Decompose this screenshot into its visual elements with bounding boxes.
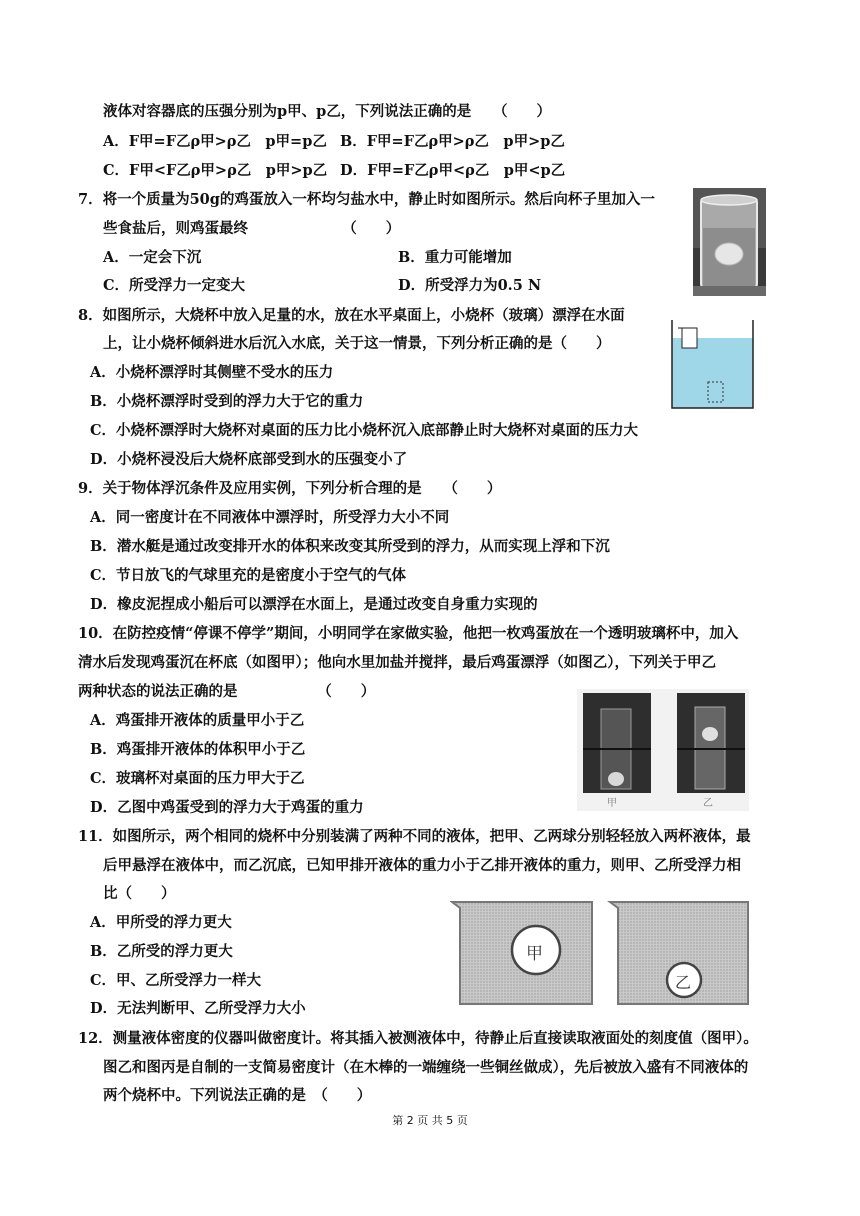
q10-figure-label-yi: 乙 (703, 798, 713, 809)
q10-stem-line3: 两种状态的说法正确的是 （ ） (78, 683, 376, 700)
q10-figure-label-jia: 甲 (607, 798, 617, 809)
q9-stem: 9．关于物体浮沉条件及应用实例，下列分析合理的是 （ ） (78, 480, 502, 497)
q12-stem-line1: 12．测量液体密度的仪器叫做密度计。将其插入被测液体中，待静止后直接读取液面处的刻度值（图甲）。 (78, 1030, 758, 1047)
q11-stem-line2: 后甲悬浮在液体中，而乙沉底，已知甲排开液体的重力小于乙排开液体的重力，则甲、乙所受浮力相 (103, 857, 741, 874)
q11-beakers-figure (450, 900, 750, 1010)
q9-option-b: B．潜水艇是通过改变排开水的体积来改变其所受到的浮力，从而实现上浮和下沉 (90, 538, 610, 555)
q11-option-c: C．甲、乙所受浮力一样大 (90, 972, 262, 989)
q11-stem-line1: 11．如图所示，两个相同的烧杯中分别装满了两种不同的液体，把甲、乙两球分别轻轻放入两杯液体，最 (78, 828, 751, 845)
q7-option-b: B．重力可能增加 (398, 249, 512, 266)
q11-option-a: A．甲所受的浮力更大 (90, 914, 232, 931)
q6-option-b: B．F甲=F乙ρ甲>ρ乙 p甲>p乙 (340, 133, 565, 150)
q10-option-c: C．玻璃杯对桌面的压力甲大于乙 (90, 770, 305, 787)
q8-option-a: A．小烧杯漂浮时其侧壁不受水的压力 (90, 364, 334, 381)
q11-ball-yi-label: 乙 (675, 973, 692, 992)
q7-option-d: D．所受浮力为0.5 N (398, 277, 542, 294)
q9-option-d: D．橡皮泥捏成小船后可以漂浮在水面上，是通过改变自身重力实现的 (90, 596, 538, 613)
q10-option-b: B．鸡蛋排开液体的体积甲小于乙 (90, 741, 306, 758)
q11-option-d: D．无法判断甲、乙所受浮力大小 (90, 1000, 306, 1017)
q7-egg-in-glass-figure (693, 188, 766, 296)
q11-option-b: B．乙所受的浮力更大 (90, 943, 233, 960)
q10-egg-photos-figure (577, 689, 749, 811)
q9-option-c: C．节日放飞的气球里充的是密度小于空气的气体 (90, 567, 407, 584)
q12-stem-line2: 图乙和图丙是自制的一支简易密度计（在木棒的一端缠绕一些铜丝做成），先后被放入盛有不同液体的 (103, 1059, 749, 1076)
q7-option-c: C．所受浮力一定变大 (103, 277, 246, 294)
q11-stem-line3: 比（ ） (103, 885, 176, 902)
q8-option-d: D．小烧杯浸没后大烧杯底部受到水的压强变小了 (90, 451, 408, 468)
q7-option-a: A．一定会下沉 (103, 249, 202, 266)
q10-option-d: D．乙图中鸡蛋受到的浮力大于鸡蛋的重力 (90, 799, 364, 816)
q8-stem-line1: 8．如图所示，大烧杯中放入足量的水，放在水平桌面上，小烧杯（玻璃）漂浮在水面 (78, 307, 625, 324)
q8-option-c: C．小烧杯漂浮时大烧杯对桌面的压力比小烧杯沉入底部静止时大烧杯对桌面的压力大 (90, 422, 639, 439)
q11-ball-jia-label: 甲 (526, 944, 543, 964)
q7-stem-line1: 7．将一个质量为50g的鸡蛋放入一杯均匀盐水中，静止时如图所示。然后向杯子里加入一 (78, 191, 655, 208)
q8-option-b: B．小烧杯漂浮时受到的浮力大于它的重力 (90, 393, 364, 410)
q10-stem-line2: 清水后发现鸡蛋沉在杯底（如图甲）；他向水里加盐并搅拌，最后鸡蛋漂浮（如图乙），下列关于甲乙 (78, 654, 716, 671)
q7-stem-line2: 些食盐后，则鸡蛋最终 （ ） (103, 220, 401, 237)
q10-option-a: A．鸡蛋排开液体的质量甲小于乙 (90, 712, 305, 729)
q6-option-a: A．F甲=F乙ρ甲>ρ乙 p甲=p乙 (103, 133, 327, 150)
q12-stem-line3: 两个烧杯中。下列说法正确的是 （ ） (103, 1087, 372, 1104)
q6-option-d: D．F甲=F乙ρ甲<ρ乙 p甲<p乙 (340, 162, 566, 179)
q6-option-c: C．F甲<F乙ρ甲>ρ乙 p甲>p乙 (103, 162, 328, 179)
q8-beaker-figure (670, 318, 755, 410)
q8-stem-line2: 上，让小烧杯倾斜进水后沉入水底，关于这一情景，下列分析正确的是（ ） (103, 335, 611, 352)
q10-stem-line1: 10．在防控疫情“停课不停学”期间，小明同学在家做实验，他把一枚鸡蛋放在一个透明玻璃杯中，加入 (78, 625, 739, 642)
q9-option-a: A．同一密度计在不同液体中漂浮时，所受浮力大小不同 (90, 509, 450, 526)
q6-stem: 液体对容器底的压强分别为p甲、p乙，下列说法正确的是 （ ） (103, 103, 552, 120)
page-footer: 第 2 页 共 5 页 (392, 1114, 468, 1127)
